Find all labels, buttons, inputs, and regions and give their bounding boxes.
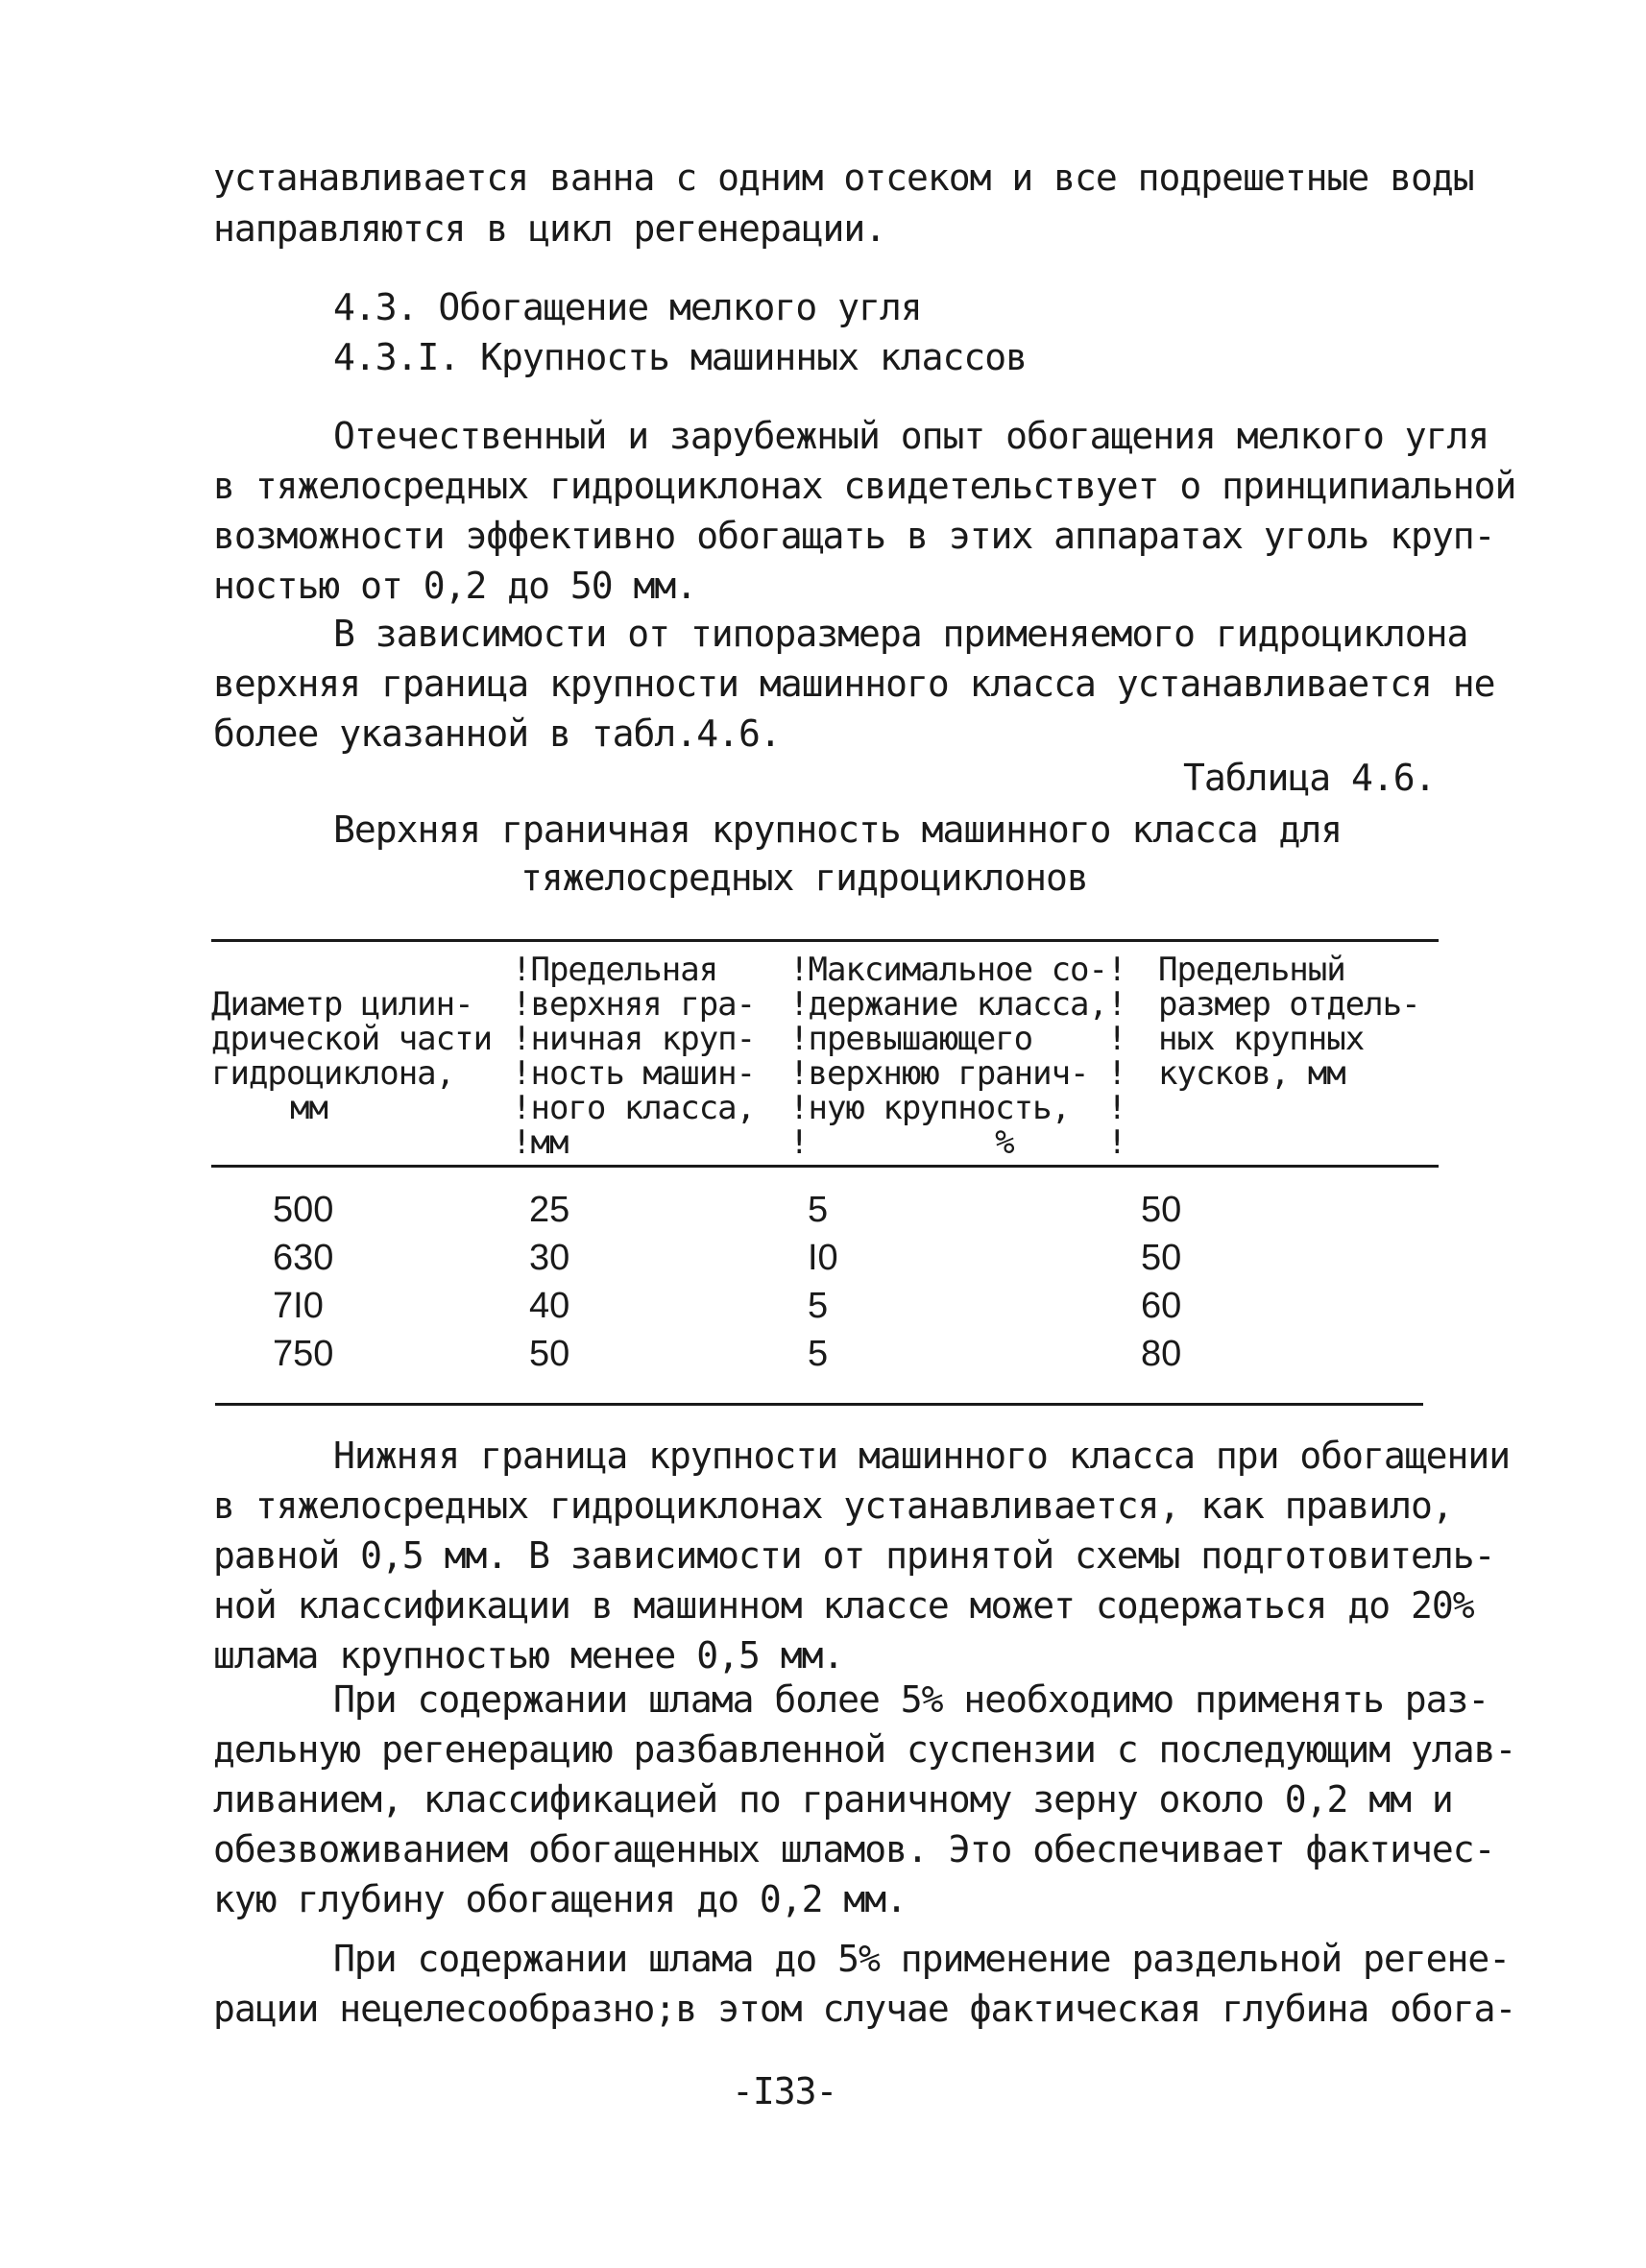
header-col-max-content: !Максимальное со-! bbox=[789, 951, 1126, 989]
table-header-rule bbox=[211, 1165, 1439, 1168]
table-cell: 25 bbox=[529, 1190, 570, 1230]
text-line: верхняя граница крупности машинного класса устанавливается не bbox=[213, 663, 1495, 705]
section-heading: 4.3. Обогащение мелкого угля bbox=[333, 286, 922, 328]
table-cell: I0 bbox=[808, 1238, 838, 1278]
table-cell: 50 bbox=[1141, 1190, 1182, 1230]
table-caption: Верхняя граничная крупность машинного класса для bbox=[333, 808, 1343, 851]
header-col-limit-size: !мм bbox=[512, 1123, 569, 1162]
header-col-diameter: гидроциклона, bbox=[211, 1054, 455, 1093]
header-col-limit-size: !ничная круп- bbox=[512, 1020, 756, 1058]
text-line: рации нецелесообразно;в этом случае фактическая глубина обога- bbox=[213, 1988, 1516, 2030]
table-label: Таблица 4.6. bbox=[1183, 757, 1436, 799]
table-cell: 500 bbox=[273, 1190, 334, 1230]
subsection-heading: 4.3.I. Крупность машинных классов bbox=[333, 336, 1027, 378]
text-line: ливанием, классификацией по граничному зерну около 0,2 мм и bbox=[213, 1778, 1453, 1821]
table-bottom-rule bbox=[215, 1403, 1423, 1406]
text-line: При содержании шлама до 5% применение раздельной регене- bbox=[333, 1938, 1511, 1980]
table-top-rule bbox=[211, 939, 1439, 942]
text-line: Отечественный и зарубежный опыт обогащения мелкого угля bbox=[333, 415, 1489, 457]
table-cell: 60 bbox=[1141, 1286, 1182, 1326]
page-number: -I33- bbox=[732, 2070, 837, 2112]
table-cell: 80 bbox=[1141, 1334, 1182, 1374]
header-col-max-content: !верхнюю гранич- ! bbox=[789, 1054, 1126, 1093]
text-line: В зависимости от типоразмера применяемого гидроциклона bbox=[333, 613, 1468, 655]
text-line: ной классификации в машинном классе может содержаться до 20% bbox=[213, 1584, 1474, 1627]
text-line: При содержании шлама более 5% необходимо применять раз- bbox=[333, 1678, 1489, 1721]
text-line: в тяжелосредных гидроциклонах устанавливается, как правило, bbox=[213, 1484, 1453, 1527]
table-cell: 630 bbox=[273, 1238, 334, 1278]
table-cell: 50 bbox=[529, 1334, 570, 1374]
header-col-max-lump: размер отдель- bbox=[1158, 985, 1420, 1024]
text-line: кую глубину обогащения до 0,2 мм. bbox=[213, 1878, 907, 1920]
table-cell: 50 bbox=[1141, 1238, 1182, 1278]
header-col-diameter: Диаметр цилин- bbox=[211, 985, 473, 1024]
table-cell: 30 bbox=[529, 1238, 570, 1278]
text-line: возможности эффективно обогащать в этих аппаратах уголь круп- bbox=[213, 515, 1495, 557]
header-col-max-lump: Предельный bbox=[1158, 951, 1345, 989]
table-cell: 40 bbox=[529, 1286, 570, 1326]
header-col-max-lump: ных крупных bbox=[1158, 1020, 1365, 1058]
text-line: Нижняя граница крупности машинного класса при обогащении bbox=[333, 1435, 1511, 1477]
text-line: устанавливается ванна с одним отсеком и все подрешетные воды bbox=[213, 157, 1474, 199]
text-line: более указанной в табл.4.6. bbox=[213, 712, 781, 755]
table-caption: тяжелосредных гидроциклонов bbox=[520, 857, 1088, 899]
table-cell: 5 bbox=[808, 1286, 829, 1326]
table-cell: 5 bbox=[808, 1190, 829, 1230]
header-col-limit-size: !ность машин- bbox=[512, 1054, 756, 1093]
header-col-max-content: !держание класса,! bbox=[789, 985, 1126, 1024]
header-col-diameter: мм bbox=[290, 1089, 327, 1127]
table-cell: 5 bbox=[808, 1334, 829, 1374]
header-col-max-content: !превышающего ! bbox=[789, 1020, 1126, 1058]
header-col-limit-size: !Предельная bbox=[512, 951, 718, 989]
header-col-max-lump: кусков, мм bbox=[1158, 1054, 1345, 1093]
text-line: равной 0,5 мм. В зависимости от принятой схемы подготовитель- bbox=[213, 1534, 1495, 1577]
text-line: ностью от 0,2 до 50 мм. bbox=[213, 565, 697, 607]
table-cell: 7I0 bbox=[273, 1286, 324, 1326]
text-line: в тяжелосредных гидроциклонах свидетельствует о принципиальной bbox=[213, 465, 1516, 507]
text-line: обезвоживанием обогащенных шламов. Это обеспечивает фактичес- bbox=[213, 1828, 1495, 1870]
text-line: шлама крупностью менее 0,5 мм. bbox=[213, 1634, 844, 1677]
text-line: направляются в цикл регенерации. bbox=[213, 207, 886, 250]
header-col-limit-size: !ного класса, bbox=[512, 1089, 756, 1127]
text-line: дельную регенерацию разбавленной суспензии с последующим улав- bbox=[213, 1728, 1516, 1771]
header-col-max-content: ! % ! bbox=[789, 1123, 1126, 1162]
header-col-max-content: !ную крупность, ! bbox=[789, 1089, 1126, 1127]
header-col-limit-size: !верхняя гра- bbox=[512, 985, 756, 1024]
table-cell: 750 bbox=[273, 1334, 334, 1374]
header-col-diameter: дрической части bbox=[211, 1020, 493, 1058]
